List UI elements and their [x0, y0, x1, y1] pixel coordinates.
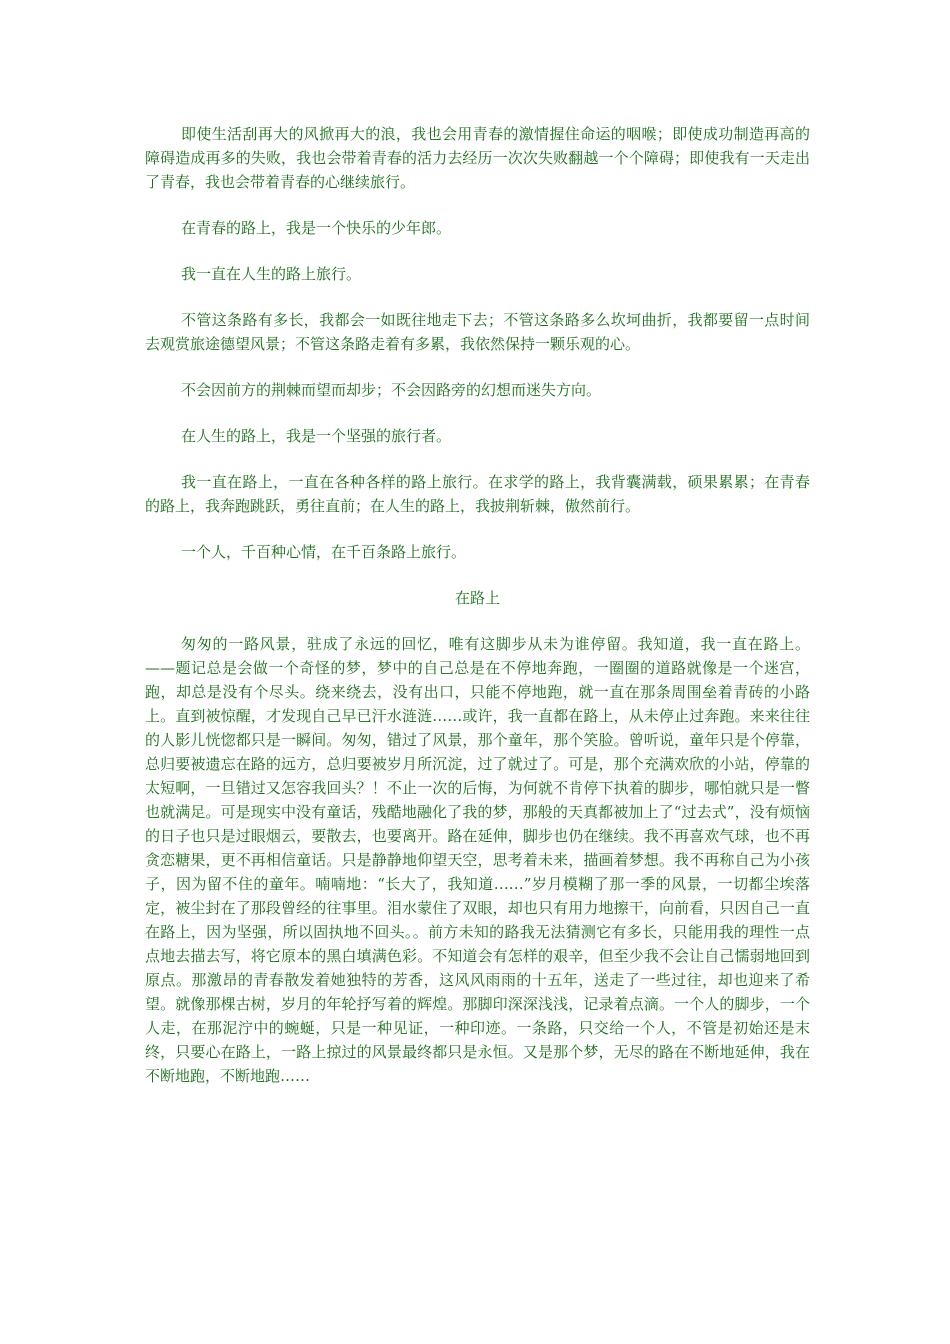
paragraph-6: 在人生的路上，我是一个坚强的旅行者。: [181, 427, 452, 445]
essay-body-paragraph: 匆匆的一路风景，驻成了永远的回忆，唯有这脚步从未为谁停留。我知道，我一直在路上。——题记总是会做一个奇怪的梦，梦中的自己总是在不停地奔跑，一圈圈的道路就像是一个迷宫，跑，却总是没有个尽头。绕来绕去，没有出口，只能不停地跑，就一直在那条周围垒着青砖的小路上。直到被惊醒，才发现自己早已汗水涟涟……或许，我一直都在路上，从未停止过奔跑。来来往往的人影儿恍惚都只是一瞬间。匆匆，错过了风景，那个童年，那个笑脸。曾听说，童年只是个停靠，总归要被遗忘在路的远方，总归要被岁月所沉淀，过了就过了。可是，那个充满欢欣的小站，停靠的太短啊，一旦错过又怎容我回头？！不止一次的后悔，为何就不肯停下执着的脚步，哪怕就只是一瞥也就满足。可是现实中没有童话，残酷地融化了我的梦，那般的天真都被加上了“过去式”，没有烦恼的日子也只是过眼烟云，要散去，也要离开。路在延伸，脚步也仍在继续。我不再喜欢气球，也不再贪恋糖果，更不再相信童话。只是静静地仰望天空，思考着未来，描画着梦想。我不再称自己为小孩子，因为留不住的童年。喃喃地：“长大了，我知道……”岁月模糊了那一季的风景，一切都尘埃落定，被尘封在了那段曾经的往事里。泪水蒙住了双眼，却也只有用力地擦干，向前看，只因自己一直在路上，因为坚强，所以固执地不回头。。前方未知的路我无法猜测它有多长，只能用我的理性一点点地去描去写，将它原本的黑白填满色彩。不知道会有怎样的艰辛，但至少我不会让自己懦弱地回到原点。那激昂的青春散发着她独特的芳香，这风风雨雨的十五年，送走了一些过往，却也迎来了希望。就像那棵古树，岁月的年轮抒写着的辉煌。那脚印深深浅浅，记录着点滴。一个人的脚步，一个人走，在那泥泞中的蜿蜒，只是一种见证，一种印迹。一条路，只交给一个人，不管是初始还是末终，只要心在路上，一路上掠过的风景最终都只是永恒。又是那个梦，无尽的路在不断地延伸，我在不断地跑，不断地跑……: [145, 635, 810, 1085]
paragraph-4: 不管这条路有多长，我都会一如既往地走下去；不管这条路多么坎坷曲折，我都要留一点时间去观赏旅途德望风景；不管这条路走着有多累，我依然保持一颗乐观的心。: [145, 311, 810, 353]
paragraph-7: 我一直在路上，一直在各种各样的路上旅行。在求学的路上，我背囊满载，硕果累累；在青春的路上，我奔跑跳跃，勇往直前；在人生的路上，我披荆斩棘，傲然前行。: [145, 473, 810, 515]
paragraph-2: 在青春的路上，我是一个快乐的少年郎。: [181, 219, 452, 237]
paragraph-8: 一个人，千百种心情，在千百条路上旅行。: [181, 543, 467, 561]
paragraph-5: 不会因前方的荆棘而望而却步；不会因路旁的幻想而迷失方向。: [181, 381, 602, 399]
paragraph-3: 我一直在人生的路上旅行。: [181, 265, 362, 283]
paragraph-1: 即使生活刮再大的风掀再大的浪，我也会用青春的激情握住命运的咽喉；即使成功制造再高的障碍造成再多的失败，我也会带着青春的活力去经历一次次失败翻越一个个障碍；即使我有一天走出了青春，我也会带着青春的心继续旅行。: [145, 125, 810, 191]
document-page: [145, 122, 810, 1088]
section-title: 在路上: [454, 589, 500, 607]
